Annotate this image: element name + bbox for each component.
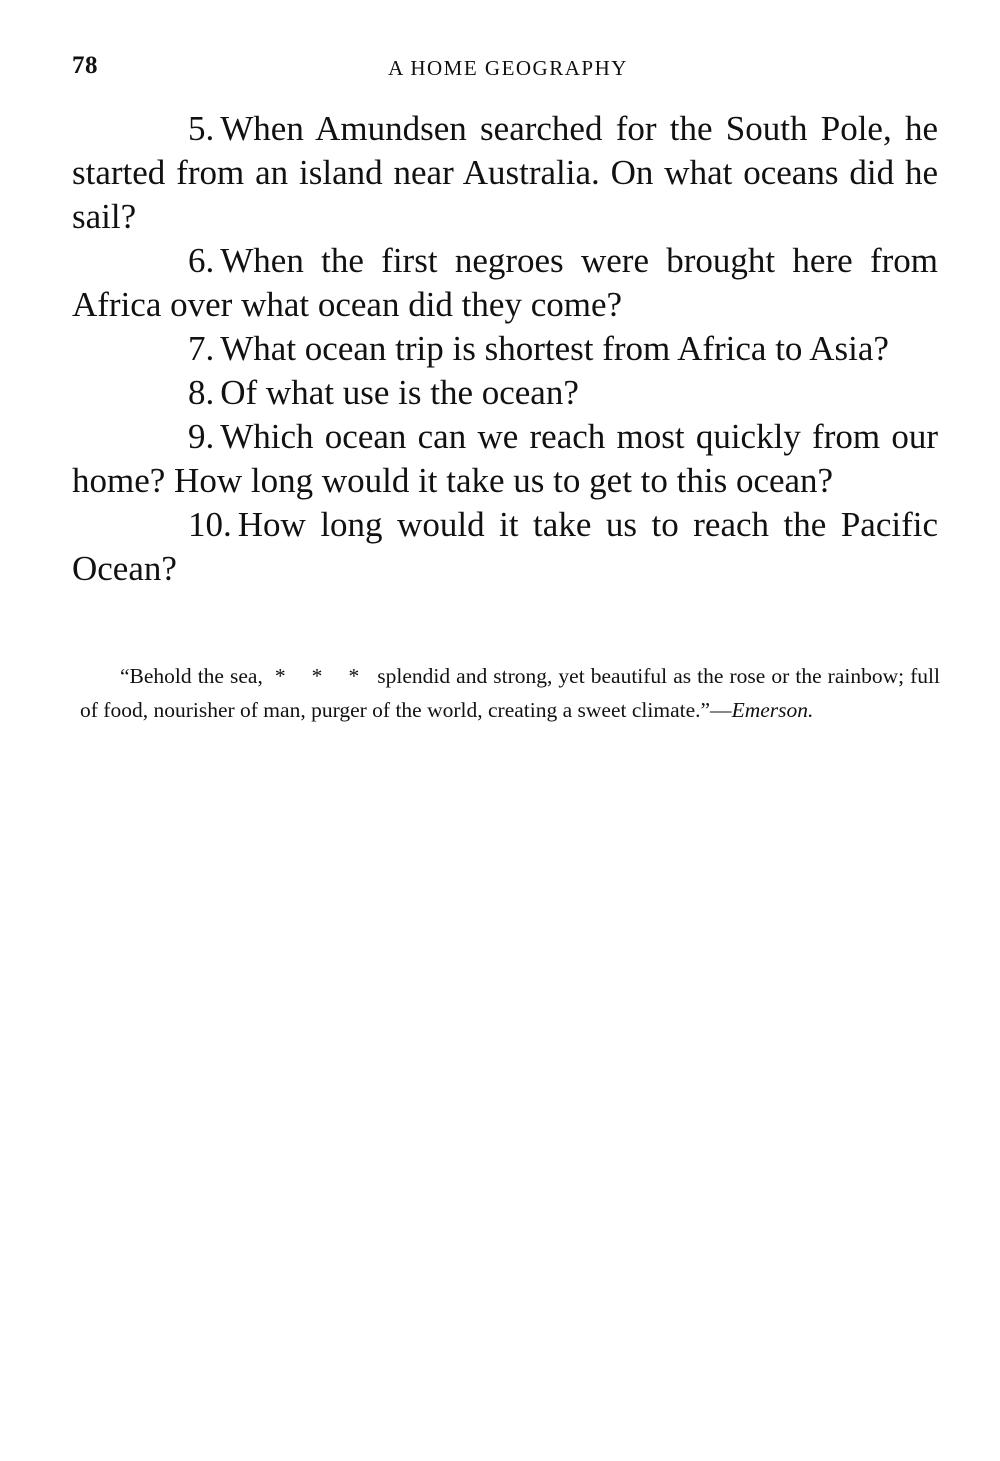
question-number: 8. (188, 373, 215, 412)
running-title: A HOME GEOGRAPHY (388, 56, 628, 80)
question-text: What ocean trip is shortest from Africa to Asia? (220, 329, 889, 368)
question-10 (72, 503, 938, 591)
quote-body: splendid and strong, yet beautiful as the rose or the rainbow; full of food, nourisher of man, purger of the world, creating a sweet climate.”— (80, 664, 941, 722)
question-text: Which ocean can we reach most quickly from our home? How long would it take us to get to this ocean? (72, 417, 938, 500)
question-text: When Amundsen searched for the South Pole, he started from an island near Australia. On what oceans did he sail? (72, 109, 938, 236)
question-number: 5. (188, 109, 215, 148)
question-number: 9. (188, 417, 215, 456)
question-5 (72, 107, 938, 239)
page-number: 78 (72, 52, 98, 79)
question-9 (72, 415, 938, 503)
question-number: 10. (188, 505, 232, 544)
running-head (72, 52, 938, 82)
question-list (72, 107, 938, 591)
quote-author: Emerson. (731, 698, 814, 722)
question-7 (72, 327, 938, 371)
question-6 (72, 239, 938, 327)
question-8 (72, 371, 938, 415)
question-text: How long would it take us to reach the Pacific Ocean? (72, 505, 938, 588)
question-text: When the first negroes were brought here from Africa over what ocean did they come? (72, 241, 938, 324)
question-text: Of what use is the ocean? (220, 373, 579, 412)
question-number: 7. (188, 329, 215, 368)
question-number: 6. (188, 241, 215, 280)
emerson-quote (80, 659, 940, 727)
quote-ellipsis-stars: * * * (274, 664, 370, 688)
quote-opening: “Behold the sea, (120, 664, 263, 688)
